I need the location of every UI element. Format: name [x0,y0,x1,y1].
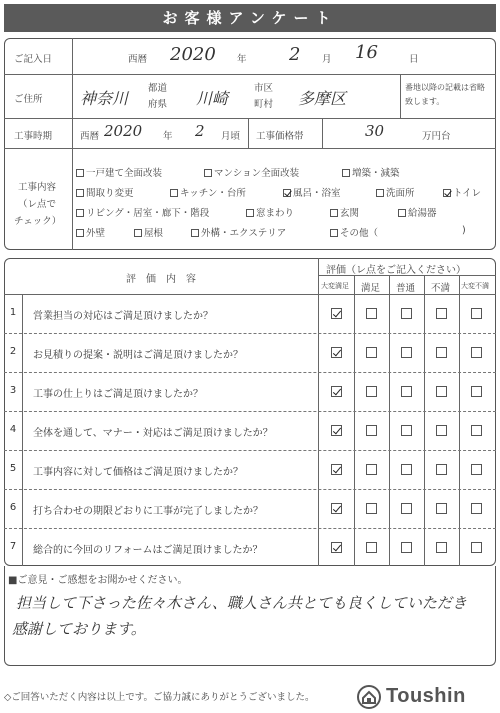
checkbox[interactable] [330,229,338,237]
rating-checkbox[interactable] [436,503,447,514]
address-note: 番地以降の記載は省略致します。 [405,83,485,106]
period-label: 工事時期 [14,131,53,142]
work-item[interactable]: 増築・減築 [342,165,400,179]
work-item[interactable]: マンション全面改装 [204,165,299,179]
question-text: 全体を通して、マナー・対応はご満足頂けましたか？ [33,428,273,439]
rating-checkbox[interactable] [436,386,447,397]
checkbox[interactable] [76,229,84,237]
checkbox[interactable] [376,189,384,197]
rating-checkbox[interactable] [471,425,482,436]
rating-checkbox-checked[interactable] [331,425,342,436]
brand-logo: Toushin [386,685,466,707]
rating-checkbox[interactable] [401,425,412,436]
address-pref-unit-a: 都道 [148,83,168,94]
price-value: 30 [365,122,385,140]
date-year: 2020 [170,44,216,65]
rating-checkbox[interactable] [401,542,412,553]
period-year: 2020 [104,122,143,140]
question-number: 3 [9,385,17,396]
rating-checkbox-checked[interactable] [331,542,342,553]
work-item[interactable]: その他（ [330,225,378,239]
period-era: 西暦 [80,131,100,142]
address-ward: 多摩区 [298,89,347,108]
page-title: お客様アンケート [4,4,496,32]
evaluation-section [4,258,496,566]
work-item[interactable]: トイレ [443,185,481,199]
question-number: 7 [9,541,17,552]
checkbox[interactable] [204,169,212,177]
question-text: 工事の仕上りはご満足頂けましたか？ [33,389,203,400]
rating-checkbox[interactable] [436,308,447,319]
checkbox[interactable] [330,209,338,217]
rating-checkbox[interactable] [366,308,377,319]
rating-checkbox-checked[interactable] [331,347,342,358]
rating-label: 大変満足 [321,282,349,290]
rating-label: 普通 [396,283,416,294]
checkbox[interactable] [76,189,84,197]
rating-checkbox[interactable] [436,425,447,436]
checkbox[interactable] [342,169,350,177]
date-day: 16 [355,42,378,63]
rating-checkbox-checked[interactable] [331,503,342,514]
address-city-unit-a: 市区 [254,83,274,94]
work-label-sub: （レ点で [18,199,57,210]
rating-checkbox-checked[interactable] [331,386,342,397]
question-number: 2 [9,346,17,357]
rating-checkbox[interactable] [366,464,377,475]
rating-label: 大変不満 [461,282,489,290]
rating-checkbox-checked[interactable] [331,464,342,475]
rating-checkbox[interactable] [401,347,412,358]
work-item[interactable]: 外壁 [76,225,105,239]
question-number: 4 [9,424,17,435]
rating-label: 不満 [431,283,451,294]
date-year-unit: 年 [237,54,247,65]
question-number: 6 [9,502,17,513]
checkbox[interactable] [76,169,84,177]
work-item[interactable]: キッチン・台所 [170,185,246,199]
work-label: 工事内容 [18,182,57,193]
address-pref: 神奈川 [80,89,129,108]
rating-checkbox[interactable] [471,347,482,358]
question-number: 1 [9,307,17,318]
checkbox[interactable] [398,209,406,217]
rating-checkbox[interactable] [436,347,447,358]
work-item[interactable]: 一戸建て全面改装 [76,165,162,179]
address-pref-unit-b: 府県 [148,99,168,110]
work-item[interactable]: リビング・居室・廊下・階段 [76,205,209,219]
rating-checkbox[interactable] [366,503,377,514]
price-unit: 万円台 [422,131,451,142]
rating-header: 評価（レ点をご記入ください） [326,265,466,276]
period-year-unit: 年 [163,131,173,142]
address-city-unit-b: 町村 [254,99,274,110]
work-item[interactable]: 窓まわり [246,205,294,219]
rating-checkbox[interactable] [471,464,482,475]
comment-label: ■ご意見・ご感想をお聞かせください。 [8,575,188,586]
address-label: ご住所 [14,94,43,105]
date-era: 西暦 [128,54,148,65]
question-text: 総合的に今回のリフォームはご満足頂けましたか？ [33,545,263,556]
rating-checkbox[interactable] [471,542,482,553]
date-month-unit: 月 [322,54,332,65]
rating-checkbox[interactable] [366,425,377,436]
question-text: お見積りの提案・説明はご満足頂けましたか？ [33,350,243,361]
house-logo-icon [357,685,381,709]
footer-note: ◇ご回答いただく内容は以上です。ご協力誠にありがとうございました。 [4,692,315,703]
comment-line-2[interactable]: 感謝しております。 [12,620,146,638]
price-label: 工事価格帯 [256,131,304,142]
rating-checkbox[interactable] [401,308,412,319]
other-close: ) [462,225,466,236]
rating-label: 満足 [361,283,381,294]
checkbox-checked[interactable] [283,189,291,197]
comment-line-1[interactable]: 担当して下さった佐々木さん、職人さん共とても良くしていただき [16,594,467,612]
rating-checkbox[interactable] [366,347,377,358]
question-text: 打ち合わせの期限どおりに工事が完了しましたか？ [33,506,263,517]
work-item[interactable]: 風呂・浴室 [283,185,341,199]
checkbox[interactable] [246,209,254,217]
question-text: 工事内容に対して価格はご満足頂けましたか？ [33,467,243,478]
checkbox[interactable] [191,229,199,237]
checkbox-checked[interactable] [443,189,451,197]
rating-checkbox[interactable] [401,386,412,397]
rating-checkbox[interactable] [366,542,377,553]
rating-checkbox[interactable] [401,503,412,514]
date-month: 2 [289,44,301,65]
rating-checkbox[interactable] [436,464,447,475]
date-day-unit: 日 [409,54,419,65]
work-item[interactable]: 玄関 [330,205,359,219]
rating-checkbox[interactable] [436,542,447,553]
work-item[interactable]: 外構・エクステリア [191,225,286,239]
rating-checkbox-checked[interactable] [331,308,342,319]
period-month: 2 [195,122,205,140]
rating-checkbox[interactable] [471,503,482,514]
work-item[interactable]: 屋根 [134,225,163,239]
checkbox[interactable] [134,229,142,237]
work-item[interactable]: 間取り変更 [76,185,134,199]
work-item[interactable]: 洗面所 [376,185,415,199]
checkbox[interactable] [170,189,178,197]
question-number: 5 [9,463,17,474]
rating-checkbox[interactable] [401,464,412,475]
rating-checkbox[interactable] [366,386,377,397]
eval-header: 評価内容 [126,274,206,285]
date-label: ご記入日 [14,54,53,65]
work-label-sub2: チェック） [14,216,62,227]
work-item[interactable]: 給湯器 [398,205,437,219]
question-text: 営業担当の対応はご満足頂けましたか？ [33,311,213,322]
rating-checkbox[interactable] [471,386,482,397]
period-month-unit: 月頃 [221,131,241,142]
checkbox[interactable] [76,209,84,217]
address-city: 川崎 [196,89,229,108]
rating-checkbox[interactable] [471,308,482,319]
